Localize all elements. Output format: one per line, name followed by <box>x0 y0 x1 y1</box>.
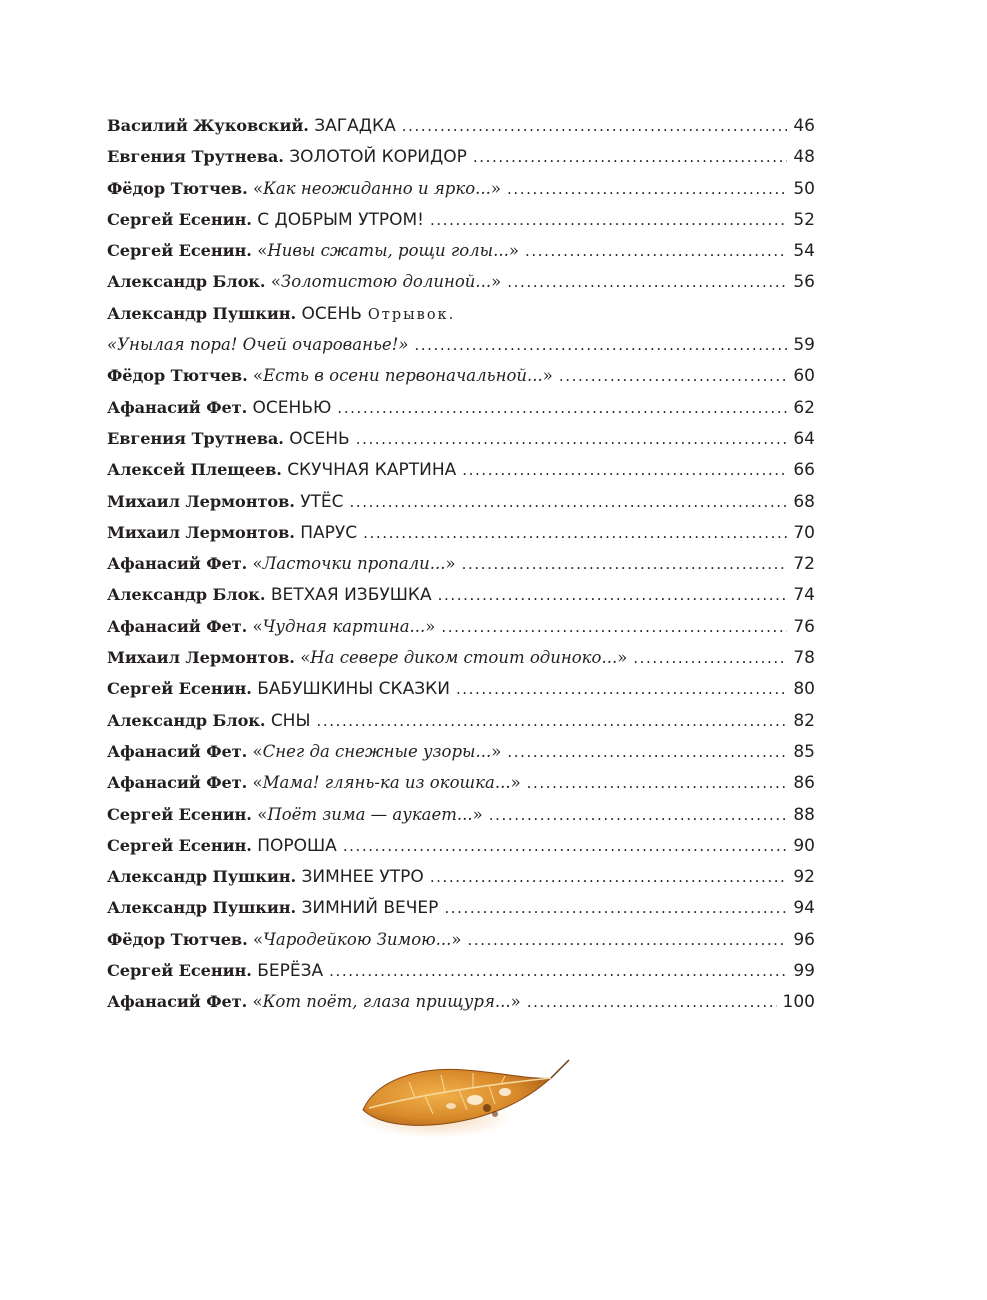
toc-entry[interactable] <box>107 517 815 548</box>
toc-entry[interactable] <box>107 298 815 329</box>
dot-leader <box>633 643 787 674</box>
toc-title: Нивы сжаты, рощи голы... <box>267 241 509 261</box>
toc-title: УТЁС <box>300 491 344 512</box>
toc-title: Есть в осени первоначальной... <box>263 366 543 386</box>
dot-leader <box>559 361 787 392</box>
dot-leader <box>363 518 787 549</box>
toc-title: ОСЕНЬЮ <box>252 397 332 418</box>
toc-title: ЗИМНЕЕ УТРО <box>301 867 424 888</box>
toc-author: Сергей Есенин. <box>107 679 252 699</box>
dot-leader <box>462 455 787 486</box>
toc-entry[interactable] <box>107 705 815 736</box>
toc-page-number: 96 <box>793 929 815 950</box>
toc-author: Александр Блок. <box>107 272 266 292</box>
toc-page-number: 50 <box>793 178 815 199</box>
toc-entry[interactable]: Сергей Есенин. « Нивы сжаты, рощи голы... » ..... 54 <box>107 235 815 266</box>
toc-author: Евгения Трутнева. <box>107 147 284 167</box>
toc-entry[interactable] <box>107 830 815 861</box>
toc-entry[interactable]: Сергей Есенин. « Поёт зима — аукает... » ..... 88 <box>107 799 815 830</box>
dot-leader <box>438 580 788 611</box>
toc-author: Афанасий Фет. <box>107 741 248 761</box>
toc-author: Александр Пушкин. <box>107 303 297 323</box>
dot-leader <box>316 706 787 737</box>
toc-page-number: 70 <box>793 522 815 543</box>
toc-title: ЗОЛОТОЙ КОРИДОР <box>289 147 467 168</box>
toc-entry[interactable]: Фёдор Тютчев. « Как неожиданно и ярко... » ..... 50 <box>107 173 815 204</box>
toc-title: Поёт зима — аукает... <box>267 804 473 824</box>
toc-entry[interactable] <box>107 892 815 923</box>
toc-author: Алексей Плещеев. <box>107 460 282 480</box>
toc-title: С ДОБРЫМ УТРОМ! <box>257 209 424 230</box>
toc-author: Афанасий Фет. <box>107 554 248 574</box>
dot-leader <box>527 768 788 799</box>
toc-author: Фёдор Тютчев. <box>107 366 248 386</box>
toc-title: ЗИМНИЙ ВЕЧЕР <box>301 898 439 919</box>
toc-author: Михаил Лермонтов. <box>107 491 295 511</box>
toc-entry[interactable] <box>107 673 815 704</box>
toc-note: Отрывок. <box>367 306 456 323</box>
toc-page-number: 92 <box>793 867 815 888</box>
toc-entry[interactable] <box>107 486 815 517</box>
toc-page-number: 85 <box>793 741 815 762</box>
dot-leader <box>444 893 787 924</box>
toc-entry[interactable] <box>107 141 815 172</box>
toc-entry[interactable] <box>107 204 815 235</box>
toc-author: Афанасий Фет. <box>107 616 248 636</box>
toc-entry[interactable]: Михаил Лермонтов. « На севере диком стоит одиноко... » ..... 78 <box>107 642 815 673</box>
autumn-leaf-icon <box>355 1048 573 1140</box>
toc-page-number: 66 <box>793 460 815 481</box>
toc-page-number: 46 <box>793 116 815 136</box>
toc-page-number: 88 <box>793 804 815 825</box>
toc-title: ОСЕНЬ <box>289 428 350 449</box>
dot-leader <box>473 142 787 173</box>
toc-page-number: 82 <box>793 710 815 731</box>
toc-title: Как неожиданно и ярко... <box>263 178 491 198</box>
toc-author: Михаил Лермонтов. <box>107 522 295 542</box>
dot-leader <box>414 330 787 361</box>
toc-page-number: 68 <box>793 491 815 512</box>
toc-page-number: 74 <box>793 585 815 606</box>
toc-entry[interactable] <box>107 579 815 610</box>
toc-author: Александр Блок. <box>107 710 266 730</box>
toc-author: Афанасий Фет. <box>107 773 248 793</box>
toc-page-number: 64 <box>793 428 815 449</box>
dot-leader <box>350 487 788 518</box>
toc-author: Василий Жуковский. <box>107 116 309 135</box>
dot-leader <box>527 987 777 1018</box>
dot-leader <box>343 831 788 862</box>
toc-author: Сергей Есенин. <box>107 804 252 824</box>
toc-author: Сергей Есенин. <box>107 835 252 855</box>
dot-leader <box>489 800 788 831</box>
dot-leader <box>430 862 788 893</box>
toc-title: Чудная картина... <box>262 616 426 636</box>
toc-page-number: 54 <box>793 241 815 262</box>
toc-entry[interactable]: Фёдор Тютчев. « Есть в осени первоначальной... » ..... 60 <box>107 360 815 391</box>
toc-title: «Унылая пора! Очей очарованье!» <box>107 335 409 355</box>
dot-leader <box>441 612 787 643</box>
toc-author: Фёдор Тютчев. <box>107 178 248 198</box>
toc-title: Ласточки пропали... <box>262 554 446 574</box>
toc-entry[interactable]: Афанасий Фет. « Мама! глянь-ка из окошка... » ..... 86 <box>107 767 815 798</box>
dot-leader <box>329 956 787 987</box>
toc-entry[interactable] <box>107 329 815 360</box>
toc-title: Снег да снежные узоры... <box>262 741 492 761</box>
toc-page-number: 72 <box>793 554 815 575</box>
dot-leader <box>507 267 787 298</box>
dot-leader <box>337 393 787 424</box>
toc-title: БЕРЁЗА <box>257 961 324 982</box>
toc-title: ЗАГАДКА <box>314 116 396 136</box>
toc-entry[interactable] <box>107 423 815 454</box>
toc-author: Александр Пушкин. <box>107 898 297 918</box>
toc-author: Афанасий Фет. <box>107 992 248 1012</box>
toc-title: СКУЧНАЯ КАРТИНА <box>287 460 457 481</box>
toc-page-number: 59 <box>793 335 815 356</box>
toc-page-number: 60 <box>793 366 815 387</box>
toc-page-number: 99 <box>793 961 815 982</box>
toc-title: Мама! глянь-ка из окошка... <box>262 773 511 793</box>
toc-page-number: 94 <box>793 898 815 919</box>
toc-page-number: 86 <box>793 773 815 794</box>
toc-author: Сергей Есенин. <box>107 209 252 229</box>
toc-title: ПАРУС <box>300 522 358 543</box>
dot-leader <box>507 737 787 768</box>
toc-entry[interactable] <box>107 955 815 986</box>
toc-title: ПОРОША <box>257 835 337 856</box>
toc-entry[interactable]: Фёдор Тютчев. « Чародейкою Зимою... » ..... 96 <box>107 924 815 955</box>
dot-leader <box>456 674 787 705</box>
toc-entry[interactable]: Афанасий Фет. « Ласточки пропали... » ..... 72 <box>107 548 815 579</box>
toc-page-number: 90 <box>793 835 815 856</box>
toc-page-number: 62 <box>793 397 815 418</box>
toc-title: СНЫ <box>270 710 311 731</box>
toc-author: Афанасий Фет. <box>107 397 248 417</box>
toc-entry[interactable]: Александр Блок. « Золотистою долиной... » ..... 56 <box>107 266 815 297</box>
dot-leader <box>430 205 787 236</box>
dot-leader <box>525 236 787 267</box>
dot-leader <box>462 549 788 580</box>
toc-title: На севере диком стоит одиноко... <box>310 648 618 668</box>
dot-leader <box>356 424 788 455</box>
toc-title: Чародейкою Зимою... <box>263 929 452 949</box>
toc-author: Михаил Лермонтов. <box>107 648 295 668</box>
toc-author: Сергей Есенин. <box>107 241 252 261</box>
toc-author: Сергей Есенин. <box>107 961 252 981</box>
toc-title: БАБУШКИНЫ СКАЗКИ <box>257 679 450 700</box>
toc-page-number: 100 <box>782 992 815 1013</box>
toc-title: Кот поёт, глаза прищуря... <box>262 992 511 1012</box>
toc-entry[interactable]: Афанасий Фет. « Снег да снежные узоры... » ..... 85 <box>107 736 815 767</box>
toc-author: Фёдор Тютчев. <box>107 929 248 949</box>
toc-entry[interactable]: Афанасий Фет. « Кот поёт, глаза прищуря... » ..... 100 <box>107 986 815 1017</box>
toc-entry[interactable] <box>107 454 815 485</box>
dot-leader <box>468 925 788 956</box>
toc-page-number: 56 <box>793 272 815 293</box>
toc-entry[interactable] <box>107 861 815 892</box>
toc-page-number: 48 <box>793 147 815 168</box>
toc-author: Александр Блок. <box>107 585 266 605</box>
toc-page-number: 52 <box>793 209 815 230</box>
toc-author: Александр Пушкин. <box>107 867 297 887</box>
toc-entry[interactable] <box>107 110 815 141</box>
toc-author: Евгения Трутнева. <box>107 428 284 448</box>
dot-leader <box>507 174 787 205</box>
toc-title: ОСЕНЬ <box>301 303 362 324</box>
toc-page-number: 78 <box>793 648 815 669</box>
toc-title: ВЕТХАЯ ИЗБУШКА <box>270 585 432 606</box>
toc-title: Золотистою долиной... <box>280 272 492 292</box>
dot-leader <box>402 111 788 142</box>
toc-page-number: 76 <box>793 616 815 637</box>
toc-entry[interactable]: Афанасий Фет. « Чудная картина... » ..... 76 <box>107 611 815 642</box>
toc-page-number: 80 <box>793 679 815 700</box>
table-of-contents <box>107 110 815 1018</box>
toc-entry[interactable] <box>107 392 815 423</box>
